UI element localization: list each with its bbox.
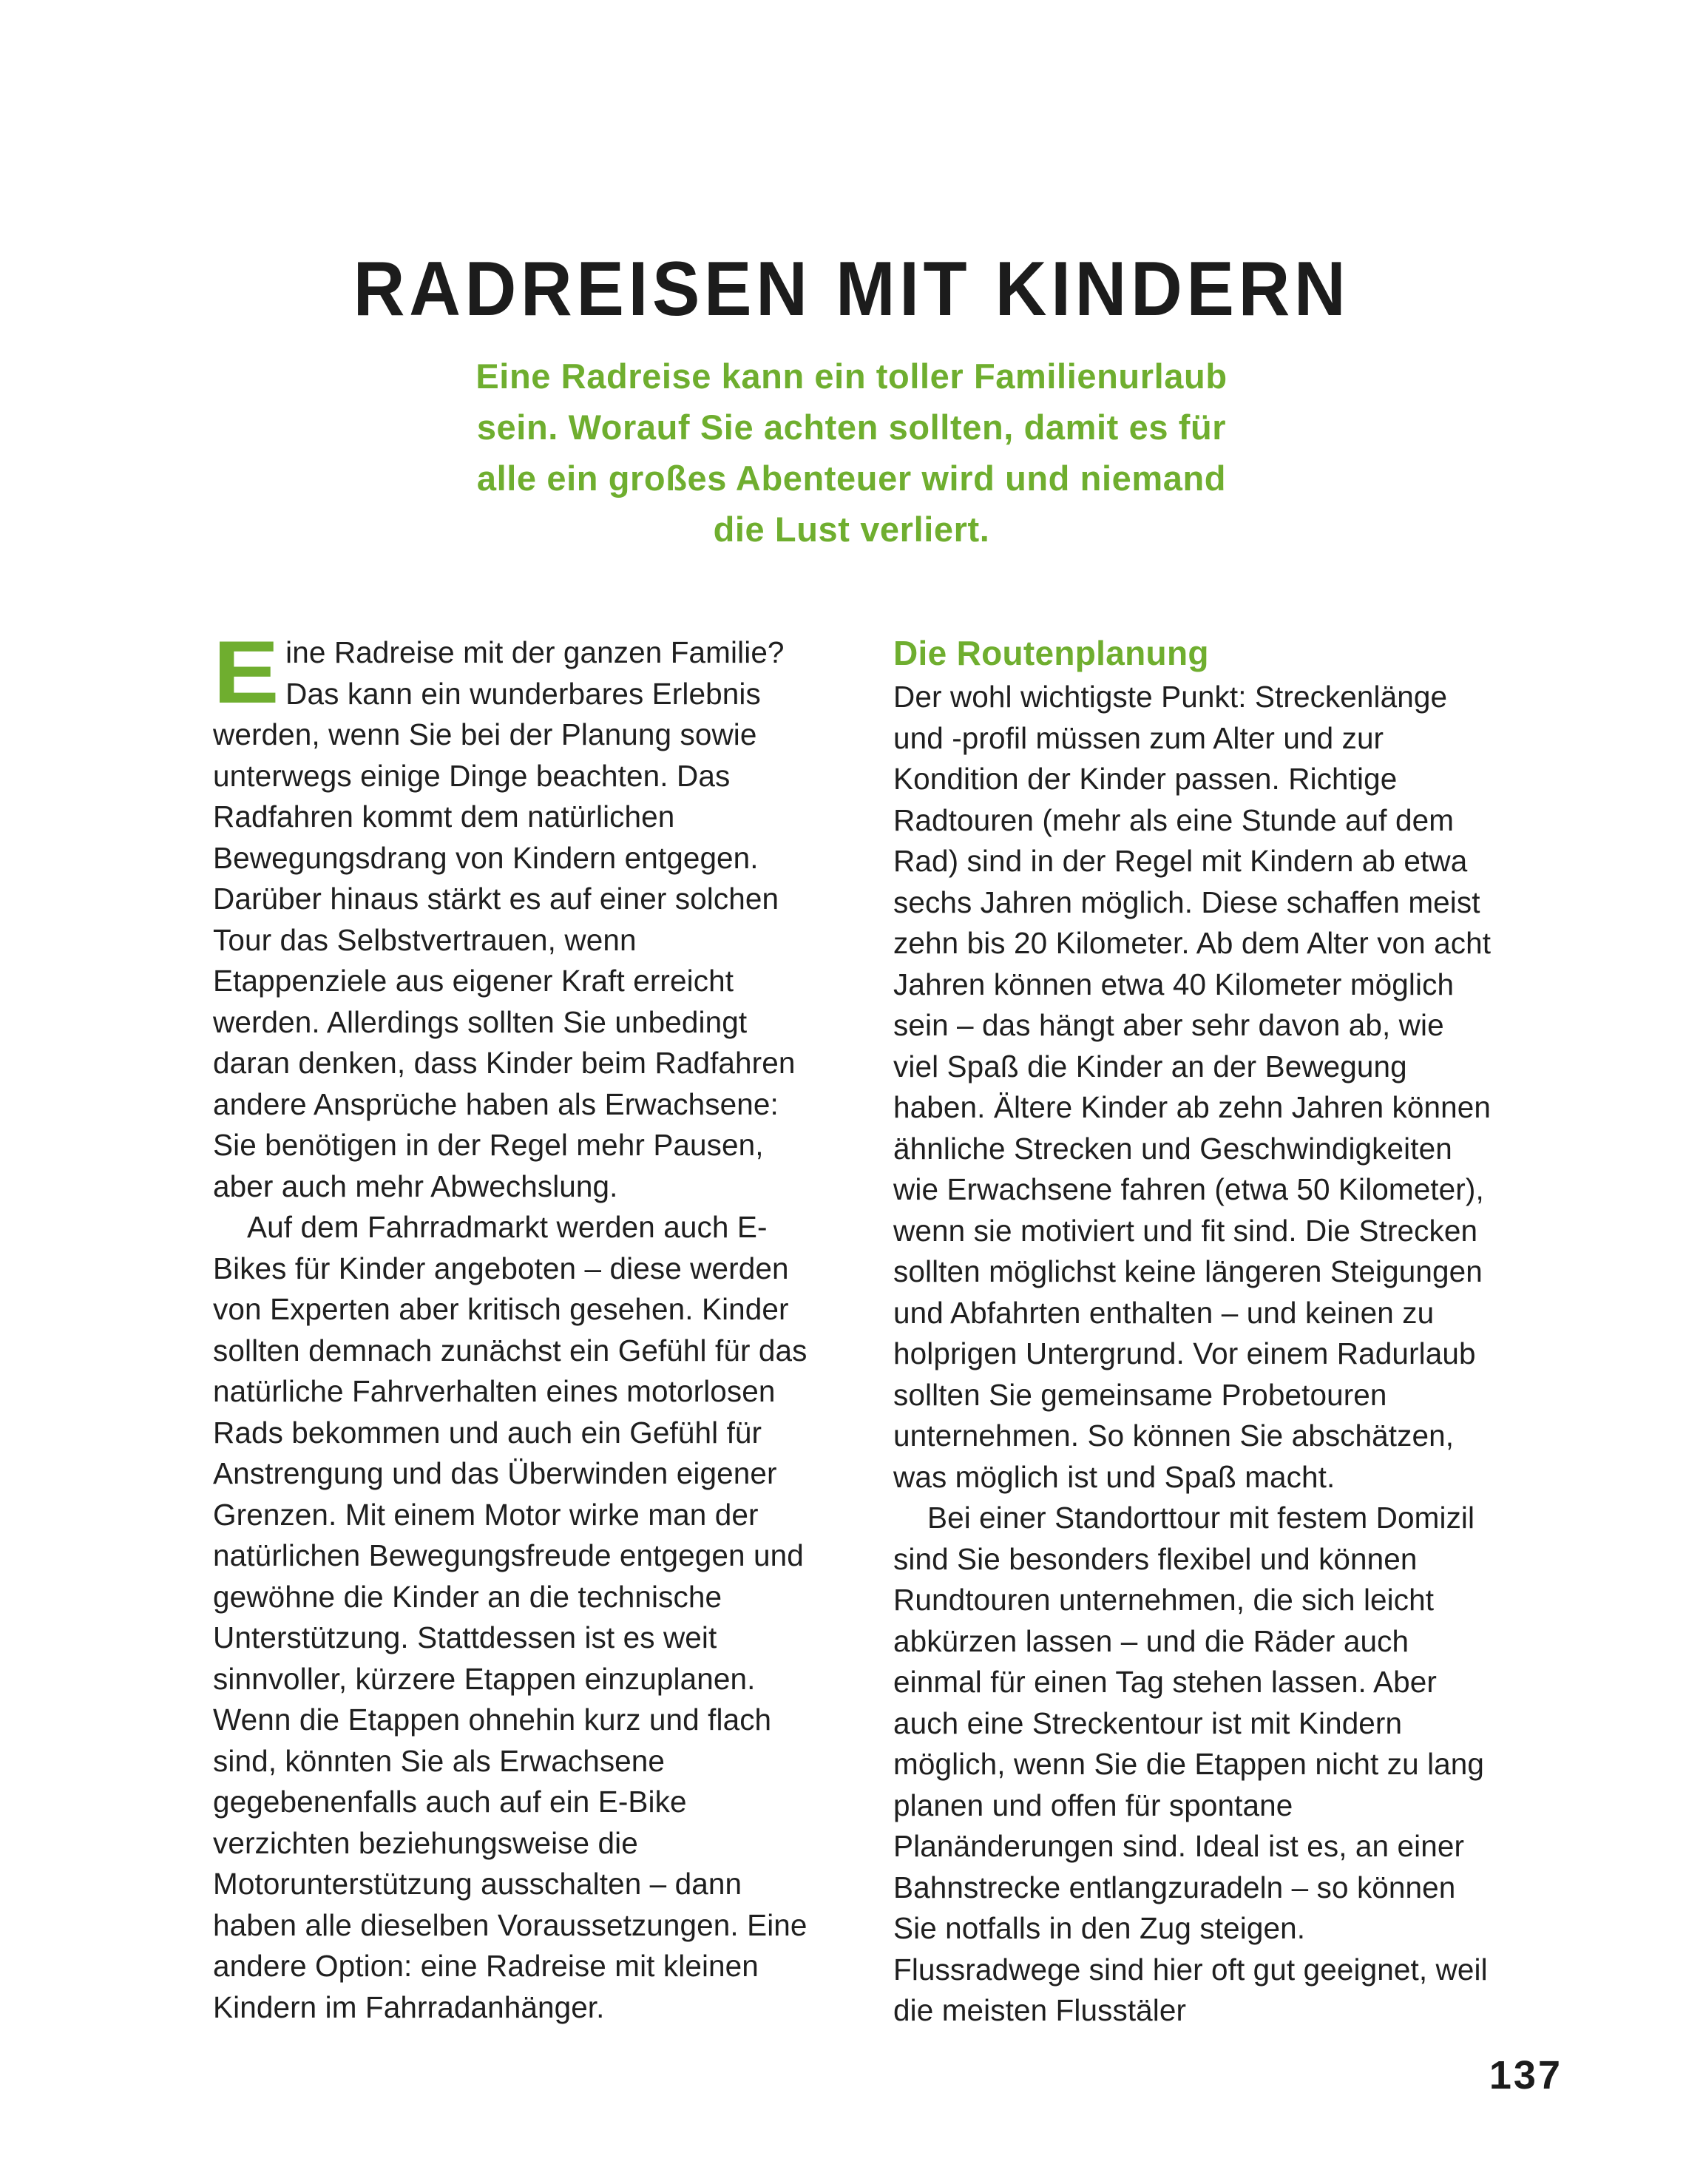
article-deck — [364, 351, 1340, 555]
deck-line-4: die Lust verliert. — [713, 510, 990, 550]
deck-line-1: Eine Radreise kann ein toller Familienurlaub — [475, 356, 1228, 396]
right-paragraph-2: Bei einer Standorttour mit festem Domizil sind Sie besonders flexibel und können Rundtouren unternehmen, die sich leicht abkürzen lassen – und die Räder auch einmal für einen Tag stehen lassen. Aber auch eine Streckentour ist mit Kindern möglich, wenn Sie die Etappen nicht zu lang planen und offen für spontane Planänderungen sind. Ideal ist es, an einer Bahnstrecke entlangzuradeln – so können Sie notfalls in den Zug steigen. Flussradwege sind hier oft gut geeignet, weil die meisten Flusstäler — [893, 1501, 1488, 2027]
deck-line-3: alle ein großes Abenteuer wird und niemand — [476, 459, 1227, 498]
drop-cap: E — [213, 623, 280, 722]
deck-line-2: sein. Worauf Sie achten sollten, damit es für — [476, 408, 1227, 447]
left-column — [213, 623, 812, 2024]
left-paragraph-2: Auf dem Fahrradmarkt werden auch E-Bikes für Kinder angeboten – diese werden von Experten aber kritisch gesehen. Kinder sollten demnach zunächst ein Gefühl für das natürliche Fahrverhalten eines motorlosen Rads bekommen und auch ein Gefühl für Anstrengung und das Überwinden eigener Grenzen. Mit einem Motor wirke man der natürlichen Bewegungsfreude entgegen und gewöhne die Kinder an die technische Unterstützung. Stattdessen ist es weit sinnvoller, kürzere Etappen einzuplanen. Wenn die Etappen ohnehin kurz und flach sind, könnten Sie als Erwachsene gegebenenfalls auch auf ein E-Bike verzichten beziehungsweise die Motorunterstützung ausschalten – dann haben alle dieselben Voraussetzungen. Eine andere Option: eine Radreise mit kleinen Kindern im Fahrradanhänger. — [213, 1210, 808, 2024]
right-column — [893, 632, 1492, 2027]
section-heading-routenplanung: Die Routenplanung — [893, 634, 1209, 672]
left-paragraph-1-text: ine Radreise mit der ganzen Familie? Das kann ein wunderbares Erlebnis werden, wenn Sie bei der Planung sowie unterwegs einige Dinge beachten. Das Radfahren kommt dem natürlichen Bewegungsdrang von Kindern entgegen. Darüber hinaus stärkt es auf einer solchen Tour das Selbstvertrauen, wenn Etappenziele aus eigener Kraft erreicht werden. Allerdings sollten Sie unbedingt daran denken, dass Kinder beim Radfahren andere Ansprüche haben als Erwachsene: Sie benötigen in der Regel mehr Pausen, aber auch mehr Abwechslung. — [213, 635, 796, 1203]
page-title: RADREISEN MIT KINDERN — [353, 246, 1350, 332]
left-paragraph-1 — [213, 623, 812, 1207]
right-paragraph-1: Der wohl wichtigste Punkt: Streckenlänge und -profil müssen zum Alter und zur Kondition der Kinder passen. Richtige Radtouren (mehr als eine Stunde auf dem Rad) sind in der Regel mit Kindern ab etwa sechs Jahren möglich. Diese schaffen meist zehn bis 20 Kilometer. Ab dem Alter von acht Jahren können etwa 40 Kilometer möglich sein – das hängt aber sehr davon ab, wie viel Spaß die Kinder an der Bewegung haben. Ältere Kinder ab zehn Jahren können ähnliche Strecken und Geschwindigkeiten wie Erwachsene fahren (etwa 50 Kilometer), wenn sie motiviert und fit sind. Die Strecken sollten möglichst keine längeren Steigungen und Abfahrten enthalten – und keinen zu holprigen Untergrund. Vor einem Radurlaub sollten Sie gemeinsame Probetouren unternehmen. So können Sie abschätzen, was möglich ist und Spaß macht. — [893, 680, 1492, 1494]
page-number: 137 — [1489, 2053, 1563, 2097]
body-columns — [213, 623, 1492, 2027]
